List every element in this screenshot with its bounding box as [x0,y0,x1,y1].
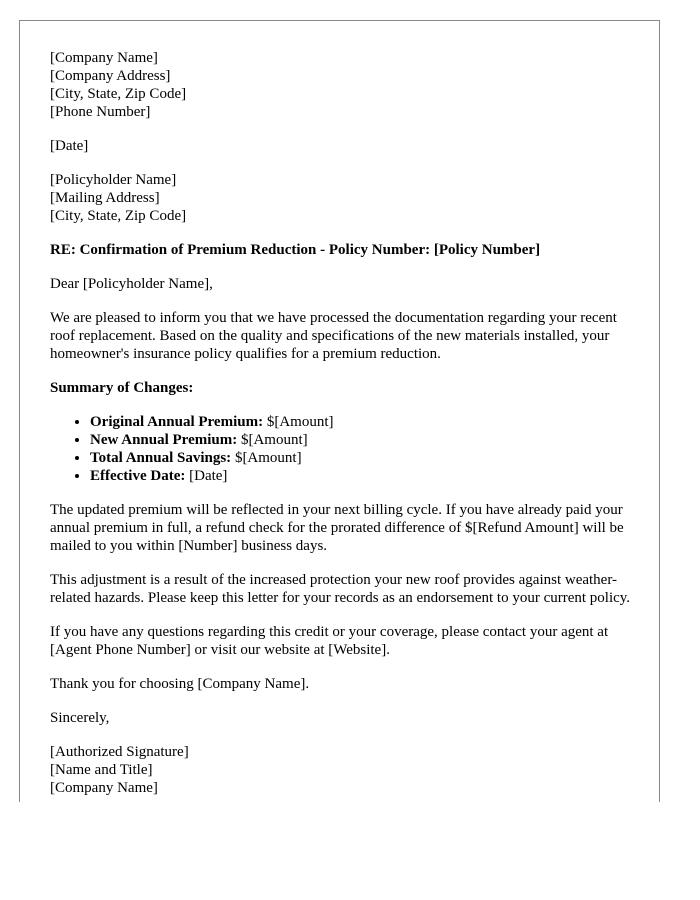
letter-page [19,20,660,802]
summary-value: $[Amount] [237,432,308,448]
closing-line: Sincerely, [50,710,110,726]
recipient-city-state-zip: [City, State, Zip Code] [50,208,187,224]
adjustment-paragraph: This adjustment is a result of the increased protection your new roof provides against weather-related hazards. Please keep this letter for your records as an endorsement to your current policy. [50,572,631,606]
summary-list [50,413,640,485]
summary-value: [Date] [185,468,228,484]
list-item [90,413,640,431]
signature-block [50,743,640,797]
salutation: Dear [Policyholder Name], [50,276,213,292]
intro-paragraph: We are pleased to inform you that we have processed the documentation regarding your recent roof replacement. Based on the quality and specifications of the new materials installed, your homeowner's insurance policy qualifies for a premium reduction. [50,310,617,362]
sender-address-block [50,49,640,121]
list-item [90,467,640,485]
summary-value: $[Amount] [263,414,334,430]
summary-label: Original Annual Premium: [90,414,264,430]
letter-body [50,49,640,802]
sender-city-state-zip: [City, State, Zip Code] [50,86,187,102]
signer-name-title: [Name and Title] [50,762,153,778]
summary-label: Effective Date: [90,468,186,484]
sender-company-address: [Company Address] [50,68,171,84]
list-item [90,449,640,467]
summary-heading: Summary of Changes: [50,380,194,396]
thanks-line: Thank you for choosing [Company Name]. [50,676,310,692]
sender-company-name: [Company Name] [50,50,158,66]
summary-value: $[Amount] [231,450,302,466]
subject-line: RE: Confirmation of Premium Reduction - Policy Number: [Policy Number] [50,242,541,258]
list-item [90,431,640,449]
summary-label: Total Annual Savings: [90,450,232,466]
recipient-mailing-address: [Mailing Address] [50,190,160,206]
recipient-name: [Policyholder Name] [50,172,177,188]
billing-paragraph: The updated premium will be reflected in your next billing cycle. If you have already paid your annual premium in full, a refund check for the prorated difference of $[Refund Amount] will be mailed to you within [Number] business days. [50,502,624,554]
signature-company-name: [Company Name] [50,780,158,796]
sender-phone: [Phone Number] [50,104,151,120]
letter-date: [Date] [50,138,89,154]
summary-label: New Annual Premium: [90,432,238,448]
contact-paragraph: If you have any questions regarding this credit or your coverage, please contact your agent at [Agent Phone Number] or visit our website at [Website]. [50,624,609,658]
recipient-address-block [50,171,640,225]
authorized-signature: [Authorized Signature] [50,744,189,760]
